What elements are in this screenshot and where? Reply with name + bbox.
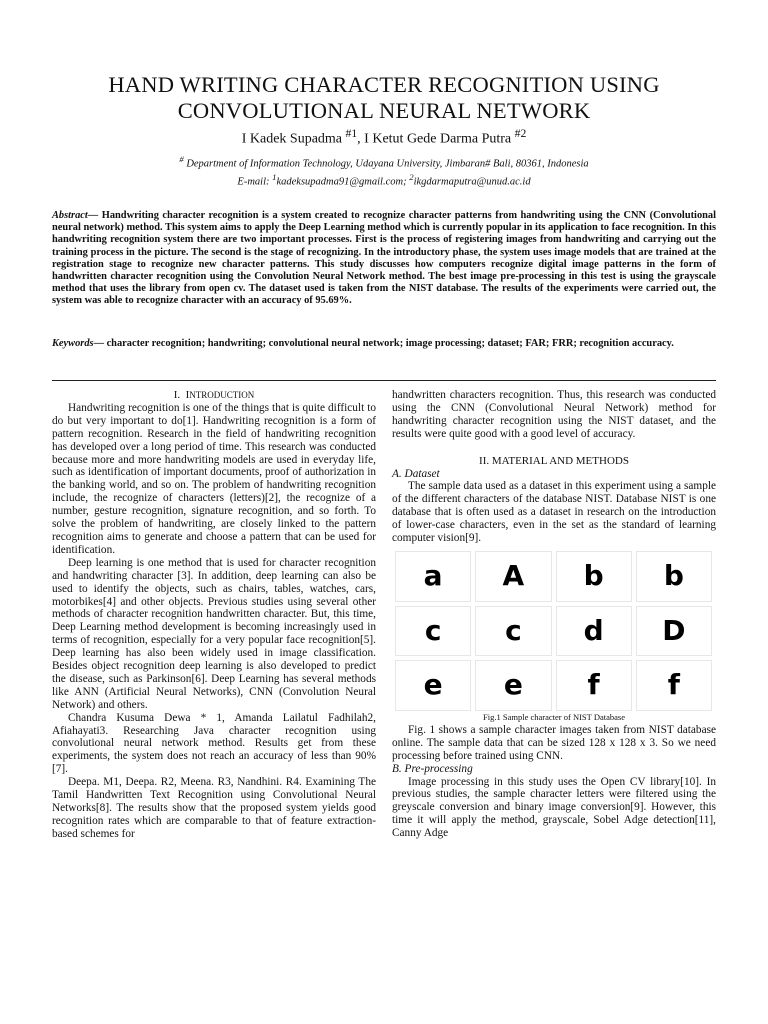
sample-char-cell: e [395, 660, 471, 711]
title-line-1: HAND WRITING CHARACTER RECOGNITION USING [108, 72, 660, 97]
sample-char-cell: c [395, 606, 471, 657]
author-2-sup: #2 [514, 127, 527, 140]
spacer [392, 441, 716, 455]
title-line-2: CONVOLUTIONAL NEURAL NETWORK [177, 98, 591, 123]
author-separator: , I Ketut Gede Darma Putra [357, 131, 515, 147]
intro-heading-rest: NTRODUCTION [189, 390, 255, 400]
intro-paragraph-continued: handwritten characters recognition. Thus, this research was conducted using the CNN (Convolutional Neural Network) method for handwriting character recognition using the NIST dataset, and the results were quite good with a good level of accuracy. [392, 389, 716, 440]
intro-heading-first: I [185, 389, 190, 401]
intro-paragraph-3: Chandra Kusuma Dewa * 1, Amanda Lailatul Fadhilah2, Afiahayati3. Researching Java character recognition using convolutional neural network method. Results get from these experiments, the system does not reach an accuracy of less than 90%[7]. [52, 711, 376, 776]
subsection-heading-preprocessing: B. Pre-processing [392, 762, 473, 775]
sample-char-cell: b [556, 551, 632, 602]
subsection-heading-dataset: A. Dataset [392, 467, 440, 480]
abstract-text: — Handwriting character recognition is a system created to recognize character patterns from handwriting using the CNN (Convolutional neural network) method. This system aims to apply the Deep Learning method which is currently popular in its application to face recognition. In this handwriting recognition system there are two important processes. First is the process of registering images from handwriting and carrying out the training process in the picture. The second is the stage of recognizing. In the introductory phase, the system uses image models that are trained at the registration stage to recognize new character patterns. This study discusses how computers recognize digital image patterns in the form of handwritten character recognition using the Convolution Neural Network method. The best image pre-processing in this test is using the grayscale method that uses the library from open cv. The dataset used is taken from the NIST database. The results of the experiments were carried out, the system was able to recognize character with an accuracy of 95.69%. [52, 210, 716, 307]
intro-paragraph-4: Deepa. M1, Deepa. R2, Meena. R3, Nandhini. R4. Examining The Tamil Handwritten Text Recognition using Convolutional Neural Networks[8]. The results show that the proposed system yields good recognition rates which are comparable to that of feature extraction-based schemes for [52, 776, 376, 840]
figure-nist-samples [395, 551, 712, 711]
right-column [392, 389, 716, 840]
sample-char-cell: f [636, 660, 712, 711]
intro-numeral: I. [173, 389, 181, 401]
affiliation-sup: # [179, 154, 184, 164]
intro-paragraph-1: Handwriting recognition is one of the things that is quite difficult to do but very important to do[1]. Handwriting recognition is a form of pattern recognition. Research in the field of handwriting recognition has developed over a long period of time. This research was conducted because more and more handwriting models are used in everyday life, such as identification of important documents, proof of authorization in the banking world, and so on. The problem of handwriting recognition include, the recognize of characters (letters)[2], the recognize of a number, gesture recognition, signature recognition, and so forth. To solve the problem of handwriting, are closely linked to the pattern recognition aims to generate and choose a pattern that can be used for identification. [52, 401, 376, 556]
sample-char-cell: A [475, 551, 551, 602]
author-list [0, 127, 768, 148]
figure-caption: Fig.1 Sample character of NIST Database [483, 711, 625, 722]
section-heading-introduction [52, 389, 376, 402]
sample-char-cell: e [475, 660, 551, 711]
sample-char-cell: b [636, 551, 712, 602]
paper-title [0, 72, 768, 124]
figure-description-paragraph: Fig. 1 shows a sample character images taken from NIST database online. The sample data that can be sized 128 x 128 x 3. So we need processing before trained using CNN. [392, 723, 716, 762]
preprocessing-paragraph: Image processing in this study uses the Open CV library[10]. In previous studies, the sample character letters were filtered using the greyscale conversion and binary image conversion[9]. However, this time it will apply the method, grayscale, Sobel Adge detection[11], Canny Adge [392, 775, 716, 840]
sample-char-cell: d [556, 606, 632, 657]
sample-char-cell: c [475, 606, 551, 657]
affiliation-block [0, 153, 768, 188]
section-divider [52, 380, 716, 381]
sample-char-cell: f [556, 660, 632, 711]
abstract [52, 210, 716, 308]
keywords [52, 338, 716, 350]
author-1-name: I Kadek Supadma [241, 131, 346, 147]
keywords-label: Keywords [52, 338, 94, 349]
affiliation-line [0, 153, 768, 171]
dataset-paragraph: The sample data used as a dataset in this experiment using a sample of the different characters of the database NIST. Database NIST is one database that is often used as a dataset in research on the introduction of lower-case characters, even in the set as the standard of learning computer vision[9]. [392, 480, 716, 545]
author-1-sup: #1 [345, 127, 358, 140]
email-1-sup: 1 [272, 171, 277, 182]
sample-char-cell: D [636, 606, 712, 657]
email-line [0, 171, 768, 189]
affiliation-text: Department of Information Technology, Udayana University, Jimbaran# Bali, 80361, Indonesia [183, 158, 589, 170]
section-heading-material-methods: II. MATERIAL AND METHODS [479, 454, 629, 467]
email-2[interactable]: ikgdarmaputra@unud.ac.id [413, 176, 531, 187]
keywords-text: — character recognition; handwriting; convolutional neural network; image processing; dataset; FAR; FRR; recognition accuracy. [93, 338, 674, 349]
email-1[interactable]: kadeksupadma91@gmail.com; [276, 176, 410, 187]
email-2-sup: 2 [409, 171, 414, 182]
left-column [52, 389, 376, 841]
abstract-label: Abstract [52, 210, 88, 221]
intro-paragraph-2: Deep learning is one method that is used for character recognition and handwriting character [3]. In addition, deep learning can also be used to identify the objects, such as chairs, tables, watches, cars, motorbikes[4] and other objects. Previous studies using several other methods of character recognition handwritten character. But, this time, Deep Learning method development is becoming increasingly used in terms of recognition, especially for a very popular face recognition[5]. Deep learning has also been widely used in image classification. Besides object recognition deep learning is also developed to predict the disease, such as Parkinson[6]. Deep Learning has several methods like ANN (Artificial Neural Networks), CNN (Convolution Neural Network) and others. [52, 556, 376, 711]
email-prefix: E-mail: [237, 176, 273, 187]
sample-char-cell: a [395, 551, 471, 602]
